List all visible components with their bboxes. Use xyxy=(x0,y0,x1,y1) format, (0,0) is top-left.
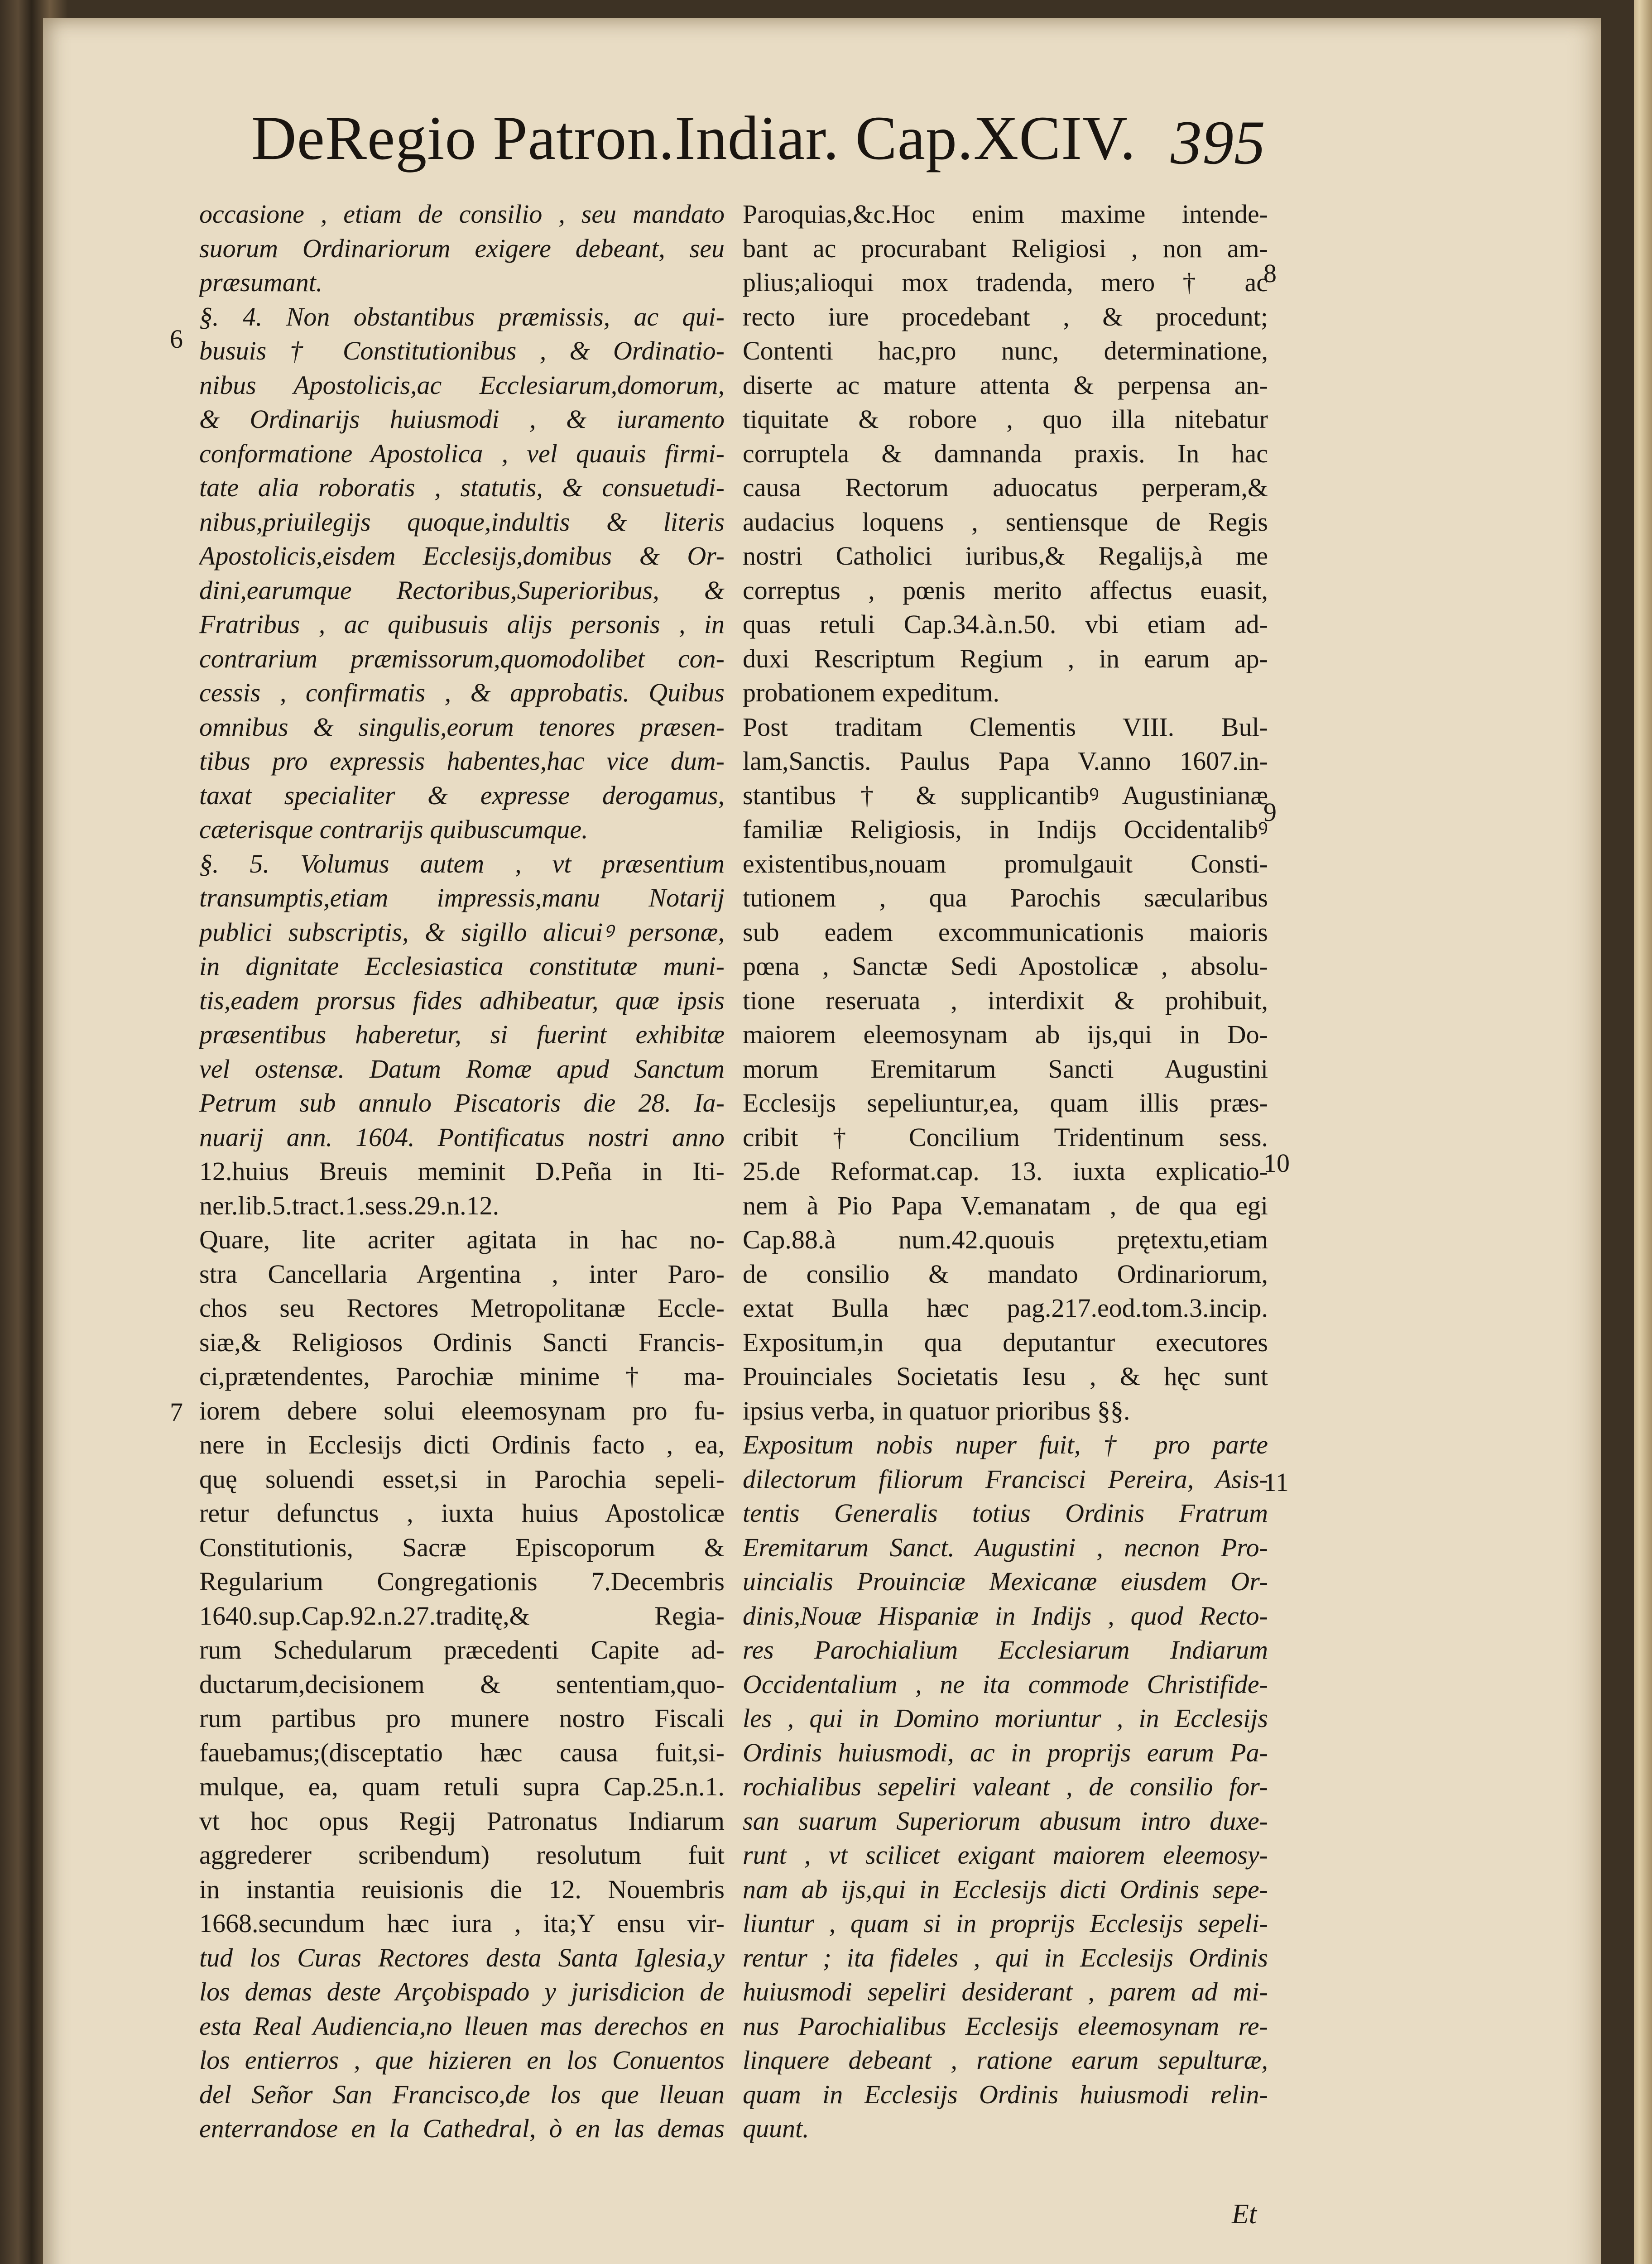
text-line: stantibus † & supplicantibꝰ Augustinianæ xyxy=(743,780,1268,810)
text-line: Cap.88.à num.42.quouis prętextu,etiam xyxy=(743,1225,1268,1254)
text-line: rum Schedularum præcedenti Capite ad- xyxy=(199,1635,725,1664)
text-line: dilectorum filiorum Francisci Pereira, Asis- xyxy=(743,1464,1268,1494)
right-column xyxy=(743,197,1268,2146)
text-line: 12.huius Breuis meminit D.Peña in Iti- xyxy=(199,1156,725,1186)
text-line: Expositum,in qua deputantur executores xyxy=(743,1327,1268,1357)
text-line: retur defunctus , iuxta huius Apostolicæ xyxy=(199,1498,725,1528)
margin-number: 11 xyxy=(1263,1468,1289,1497)
text-line: aggrederer scribendum) resolutum fuit xyxy=(199,1840,725,1870)
text-line: & Ordinarijs huiusmodi , & iuramento xyxy=(199,404,725,434)
text-line: 1640.sup.Cap.92.n.27.traditę,& Regia- xyxy=(199,1601,725,1631)
text-line: Post traditam Clementis VIII. Bul- xyxy=(743,712,1268,742)
text-line: pœna , Sanctæ Sedi Apostolicæ , absolu- xyxy=(743,951,1268,981)
margin-number: 9 xyxy=(1263,797,1277,827)
text-line: fauebamus;(disceptatio hæc causa fuit,si- xyxy=(199,1737,725,1767)
text-line: diserte ac mature attenta & perpensa an- xyxy=(743,370,1268,400)
text-line: publici subscriptis, & sigillo alicuiꝰ personæ, xyxy=(199,917,725,947)
text-line: probationem expeditum. xyxy=(743,678,999,707)
text-line: quę soluendi esset,si in Parochia sepeli- xyxy=(199,1464,725,1494)
text-line: enterrandose en la Cathedral, ò en las demas xyxy=(199,2114,725,2143)
text-line: chos seu Rectores Metropolitanæ Eccle- xyxy=(199,1293,725,1323)
text-line: ductarum,decisionem & sententiam,quo- xyxy=(199,1669,725,1699)
text-line: iorem debere solui eleemosynam pro fu- xyxy=(199,1396,725,1425)
text-line: §. 5. Volumus autem , vt præsentium xyxy=(199,849,725,878)
margin-number: 10 xyxy=(1263,1148,1290,1178)
text-line: stra Cancellaria Argentina , inter Paro- xyxy=(199,1259,725,1289)
text-line: nus Parochialibus Ecclesijs eleemosynam re- xyxy=(743,2011,1268,2041)
text-line: de consilio & mandato Ordinariorum, xyxy=(743,1259,1268,1289)
text-line: in instantia reuisionis die 12. Nouembris xyxy=(199,1874,725,1904)
text-line: tate alia roboratis , statutis, & consuetudi- xyxy=(199,473,725,502)
text-line: nibus,priuilegijs quoque,indultis & literis xyxy=(199,507,725,537)
text-line: nostri Catholici iuribus,& Regalijs,à me xyxy=(743,541,1268,571)
text-line: dini,earumque Rectoribus,Superioribus, & xyxy=(199,575,725,605)
text-line: Regularium Congregationis 7.Decembris xyxy=(199,1567,725,1596)
text-line: rentur ; ita fideles , qui in Ecclesijs Ordinis xyxy=(743,1943,1268,1972)
page-edge xyxy=(1634,0,1652,2264)
text-line: Occidentalium , ne ita commode Christifide- xyxy=(743,1669,1268,1699)
text-line: del Señor San Francisco,de los que lleuan xyxy=(199,2079,725,2109)
text-line: vt hoc opus Regij Patronatus Indiarum xyxy=(199,1806,725,1836)
text-line: rochialibus sepeliri valeant , de consilio for- xyxy=(743,1772,1268,1801)
text-line: mulque, ea, quam retuli supra Cap.25.n.1. xyxy=(199,1772,725,1801)
text-line: quas retuli Cap.34.à.n.50. vbi etiam ad- xyxy=(743,609,1268,639)
text-line: extat Bulla hæc pag.217.eod.tom.3.incip. xyxy=(743,1293,1268,1323)
text-line: Apostolicis,eisdem Ecclesijs,domibus & Or- xyxy=(199,541,725,571)
text-line: taxat specialiter & expresse derogamus, xyxy=(199,780,725,810)
text-line: linquere debeant , ratione earum sepulturæ, xyxy=(743,2045,1268,2075)
margin-number: 7 xyxy=(170,1397,183,1427)
header-title: DeRegio Patron.Indiar. Cap.XCIV. xyxy=(251,103,1136,173)
catchword: Et xyxy=(1232,2199,1257,2230)
text-line: los entierros , que hizieren en los Conuentos xyxy=(199,2045,725,2075)
text-line: §. 4. Non obstantibus præmissis, ac qui- xyxy=(199,302,725,331)
text-line: 25.de Reformat.cap. 13. iuxta explicatio- xyxy=(743,1156,1268,1186)
text-line: recto iure procedebant , & procedunt; xyxy=(743,302,1268,331)
text-line: Contenti hac,pro nunc, determinatione, xyxy=(743,336,1268,365)
text-line: tutionem , qua Parochis sæcularibus xyxy=(743,883,1268,912)
text-line: suorum Ordinariorum exigere debeant, seu xyxy=(199,233,725,263)
text-line: præsentibus haberetur, si fuerint exhibitæ xyxy=(199,1020,725,1049)
text-line: Ordinis huiusmodi, ac in proprijs earum Pa- xyxy=(743,1737,1268,1767)
text-line: correptus , pœnis merito affectus euasit, xyxy=(743,575,1268,605)
text-line: Eremitarum Sanct. Augustini , necnon Pro- xyxy=(743,1532,1268,1562)
text-line: los demas deste Arçobispado y jurisdicion de xyxy=(199,1977,725,2006)
page-number: 395 xyxy=(1171,108,1266,177)
text-line: Prouinciales Societatis Iesu , & hęc sunt xyxy=(743,1362,1268,1391)
text-line: ci,prætendentes, Parochiæ minime † ma- xyxy=(199,1362,725,1391)
text-line: causa Rectorum aduocatus perperam,& xyxy=(743,473,1268,502)
text-line: præsumant. xyxy=(199,268,323,297)
text-line: audacius loquens , sentiensque de Regis xyxy=(743,507,1268,537)
text-line: maiorem eleemosynam ab ijs,qui in Do- xyxy=(743,1020,1268,1049)
text-line: ner.lib.5.tract.1.sess.29.n.12. xyxy=(199,1190,499,1220)
text-line: busuis † Constitutionibus , & Ordinatio- xyxy=(199,336,725,365)
text-line: liuntur , quam si in proprijs Ecclesijs sepeli- xyxy=(743,1909,1268,1938)
text-line: contrarium præmissorum,quomodolibet con- xyxy=(199,643,725,673)
text-line: lam,Sanctis. Paulus Papa V.anno 1607.in- xyxy=(743,746,1268,776)
text-line: rum partibus pro munere nostro Fiscali xyxy=(199,1703,725,1733)
text-line: familiæ Religiosis, in Indijs Occidentalibꝰ xyxy=(743,815,1268,844)
text-line: cæterisque contrarijs quibuscumque. xyxy=(199,815,588,844)
text-line: corruptela & damnanda praxis. In hac xyxy=(743,438,1268,468)
text-line: tud los Curas Rectores desta Santa Iglesia,y xyxy=(199,1943,725,1972)
text-line: san suarum Superiorum abusum intro duxe- xyxy=(743,1806,1268,1836)
text-line: Fratribus , ac quibusuis alijs personis , in xyxy=(199,609,725,639)
text-line: Constitutionis, Sacræ Episcoporum & xyxy=(199,1532,725,1562)
running-header xyxy=(251,102,1266,192)
text-line: plius;alioqui mox tradenda, mero † ac xyxy=(743,268,1268,297)
text-line: tiquitate & robore , quo illa nitebatur xyxy=(743,404,1268,434)
text-line: nibus Apostolicis,ac Ecclesiarum,domorum, xyxy=(199,370,725,400)
text-line: existentibus,nouam promulgauit Consti- xyxy=(743,849,1268,878)
text-line: tione reseruata , interdixit & prohibuit, xyxy=(743,985,1268,1015)
text-line: ipsius verba, in quatuor prioribus §§. xyxy=(743,1396,1130,1425)
text-line: quunt. xyxy=(743,2114,809,2143)
text-line: Quare, lite acriter agitata in hac no- xyxy=(199,1225,725,1254)
text-line: conformatione Apostolica , vel quauis firmi- xyxy=(199,438,725,468)
text-line: 1668.secundum hæc iura , ita;Y ensu vir- xyxy=(199,1909,725,1938)
text-line: tentis Generalis totius Ordinis Fratrum xyxy=(743,1498,1268,1528)
text-line: huiusmodi sepeliri desiderant , parem ad mi- xyxy=(743,1977,1268,2006)
text-line: vel ostensæ. Datum Romæ apud Sanctum xyxy=(199,1054,725,1084)
text-line: siæ,& Religiosos Ordinis Sancti Francis- xyxy=(199,1327,725,1357)
text-line: omnibus & singulis,eorum tenores præsen- xyxy=(199,712,725,742)
text-line: nam ab ijs,qui in Ecclesijs dicti Ordinis sepe- xyxy=(743,1874,1268,1904)
text-line: bant ac procurabant Religiosi , non am- xyxy=(743,233,1268,263)
text-line: transumptis,etiam impressis,manu Notarij xyxy=(199,883,725,912)
text-line: Expositum nobis nuper fuit, † pro parte xyxy=(743,1430,1268,1459)
text-line: les , qui in Domino moriuntur , in Ecclesijs xyxy=(743,1703,1268,1733)
text-line: esta Real Audiencia,no lleuen mas derechos en xyxy=(199,2011,725,2041)
text-line: res Parochialium Ecclesiarum Indiarum xyxy=(743,1635,1268,1664)
text-line: sub eadem excommunicationis maioris xyxy=(743,917,1268,947)
text-line: runt , vt scilicet exigant maiorem eleemosy- xyxy=(743,1840,1268,1870)
text-line: Petrum sub annulo Piscatoris die 28. Ia- xyxy=(199,1088,725,1118)
text-line: quam in Ecclesijs Ordinis huiusmodi relin- xyxy=(743,2079,1268,2109)
text-line: Ecclesijs sepeliuntur,ea, quam illis præs- xyxy=(743,1088,1268,1118)
margin-number: 6 xyxy=(170,324,183,354)
text-line: nem à Pio Papa V.emanatam , de qua egi xyxy=(743,1190,1268,1220)
left-column xyxy=(199,197,725,2146)
text-line: uincialis Prouinciæ Mexicanæ eiusdem Or- xyxy=(743,1567,1268,1596)
text-line: tis,eadem prorsus fides adhibeatur, quæ ipsis xyxy=(199,985,725,1015)
text-line: nere in Ecclesijs dicti Ordinis facto , ea, xyxy=(199,1430,725,1459)
text-line: tibus pro expressis habentes,hac vice dum- xyxy=(199,746,725,776)
text-line: duxi Rescriptum Regium , in earum ap- xyxy=(743,643,1268,673)
text-line: in dignitate Ecclesiastica constitutæ muni- xyxy=(199,951,725,981)
text-line: dinis,Nouæ Hispaniæ in Indijs , quod Recto- xyxy=(743,1601,1268,1631)
text-line: occasione , etiam de consilio , seu mandato xyxy=(199,199,725,229)
text-line: nuarij ann. 1604. Pontificatus nostri anno xyxy=(199,1122,725,1152)
text-line: morum Eremitarum Sancti Augustini xyxy=(743,1054,1268,1084)
margin-number: 8 xyxy=(1263,259,1277,288)
text-line: cessis , confirmatis , & approbatis. Quibus xyxy=(199,678,725,707)
text-line: Paroquias,&c.Hoc enim maxime intende- xyxy=(743,199,1268,229)
text-line: cribit † Concilium Tridentinum sess. xyxy=(743,1122,1268,1152)
